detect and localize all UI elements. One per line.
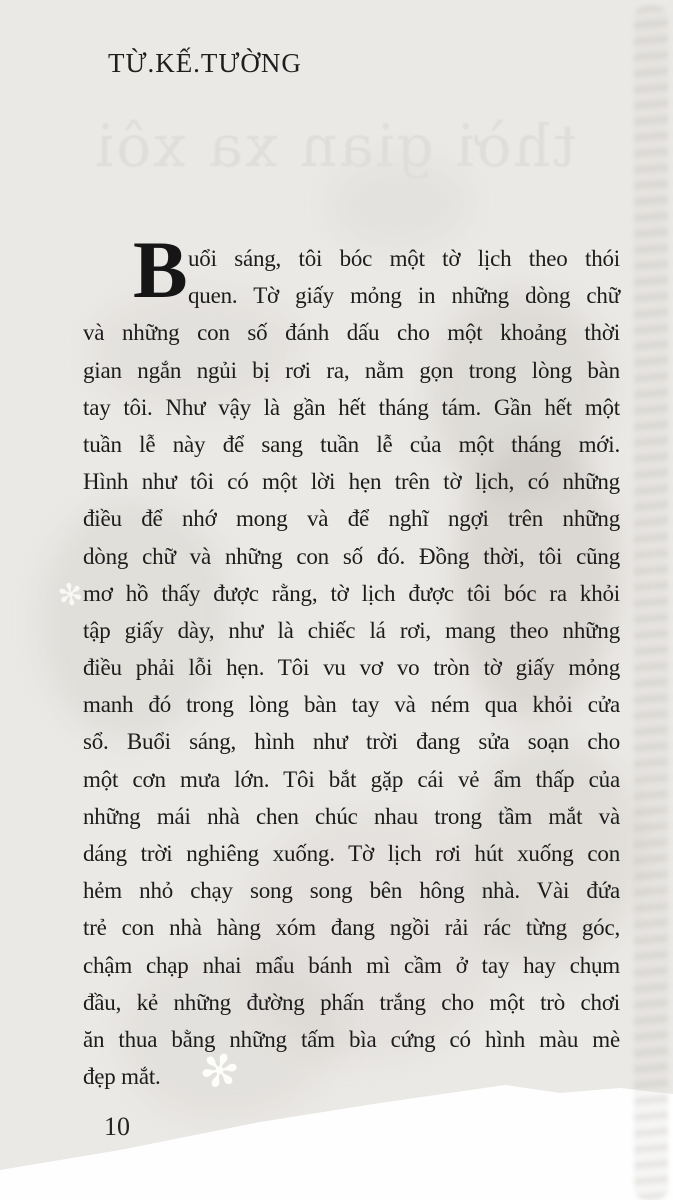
text-line: điều để nhớ mong và để nghĩ ngợi trên những: [83, 506, 620, 532]
text-line: dáng trời nghiêng xuống. Tờ lịch rơi hút xuống con: [83, 841, 620, 866]
text-line: manh đó trong lòng bàn tay và ném qua khỏi cửa: [83, 692, 620, 718]
mirrored-show-through-title: thời gian xa xôi: [93, 112, 577, 180]
page-gutter-shadow: [634, 6, 668, 1200]
text-line: dòng chữ và những con số đó. Đồng thời, tôi cũng: [83, 543, 620, 569]
text-line: hẻm nhỏ chạy song song bên hông nhà. Vài đứa: [83, 878, 620, 904]
text-line: mơ hồ thấy được rằng, tờ lịch được tôi bóc ra khỏi: [83, 580, 620, 606]
text-line: trẻ con nhà hàng xóm đang ngồi rải rác từng góc,: [83, 915, 620, 941]
pinwheel-flower-icon: ✻: [192, 1041, 246, 1102]
text-line: tay tôi. Như vậy là gần hết tháng tám. Gần hết một: [83, 394, 620, 420]
text-line: đầu, kẻ những đường phấn trắng cho một trò chơi: [83, 989, 620, 1015]
text-line: điều phải lỗi hẹn. Tôi vu vơ vo tròn tờ giấy mỏng: [83, 655, 620, 681]
text-line: quen. Tờ giấy mỏng in những dòng chữ: [188, 283, 620, 309]
author-running-head: TỪ.KẾ.TƯỜNG: [108, 48, 302, 78]
text-line: uổi sáng, tôi bóc một tờ lịch theo thói: [188, 246, 620, 271]
text-line: tập giấy dày, như là chiếc lá rơi, mang theo những: [83, 617, 620, 643]
text-line: đẹp mắt.: [83, 1064, 161, 1090]
text-line: tuần lễ này để sang tuần lễ của một tháng mới.: [83, 431, 620, 457]
body-paragraph: [83, 224, 620, 1095]
text-line: những mái nhà chen chúc nhau trong tầm mắt và: [83, 803, 620, 829]
text-line: một cơn mưa lớn. Tôi bắt gặp cái vẻ ẩm thấp của: [83, 766, 620, 792]
text-line: Hình như tôi có một lời hẹn trên tờ lịch, có những: [83, 469, 620, 495]
text-line: chậm chạp nhai mẩu bánh mì cầm ở tay hay chụm: [83, 952, 620, 978]
text-line: ăn thua bằng những tấm bìa cứng có hình màu mè: [83, 1026, 620, 1052]
pinwheel-flower-icon: ✻: [55, 577, 86, 614]
text-line: sổ. Buổi sáng, hình như trời đang sửa soạn cho: [83, 729, 620, 755]
text-line: và những con số đánh dấu cho một khoảng thời: [83, 320, 620, 346]
drop-cap-letter: B: [133, 224, 188, 315]
page-number: 10: [104, 1112, 130, 1141]
text-line: gian ngắn ngủi bị rơi ra, nằm gọn trong lòng bàn: [83, 357, 620, 383]
